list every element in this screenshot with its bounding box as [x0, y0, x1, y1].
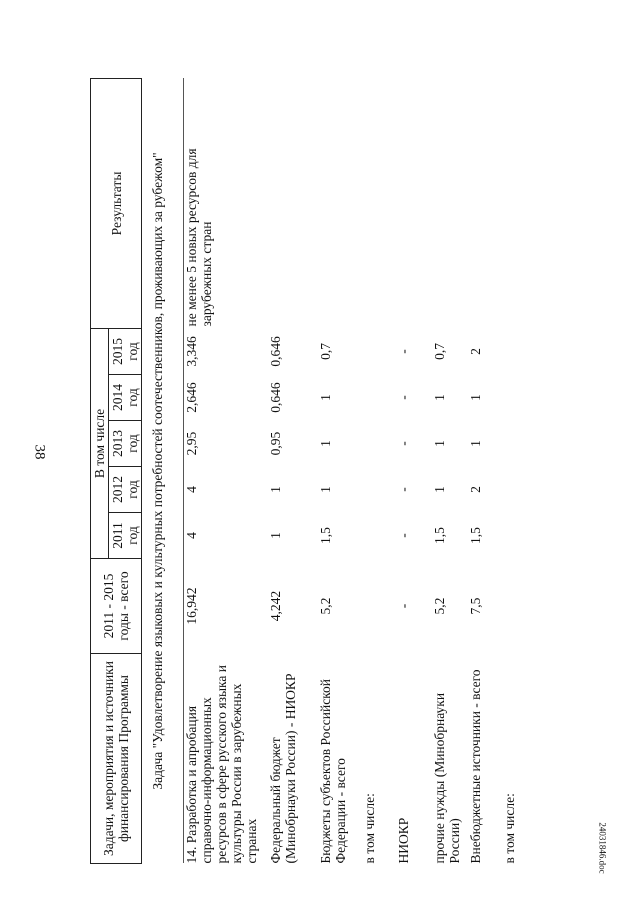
- cell-2011: 1: [267, 532, 283, 539]
- cell-2012: 1: [317, 486, 333, 493]
- header-task: Задачи, мероприятия и источники финансирования Программы: [91, 654, 142, 864]
- cell-2013: -: [395, 441, 411, 446]
- cell-total: [362, 559, 396, 654]
- cell-2015: 3,346: [184, 336, 199, 367]
- cell-2011: -: [395, 533, 411, 538]
- row-label: Федеральный бюджет (Минобрнауки России) - НИОКР: [267, 673, 298, 864]
- cell-2013: 1: [431, 440, 447, 447]
- cell-result: [468, 78, 502, 328]
- cell-result: [396, 78, 432, 328]
- cell-2012: -: [395, 487, 411, 492]
- table-row: [396, 78, 432, 863]
- task-title: Задача "Удовлетворение языковых и культурных потребностей соотечественников, проживающих за рубежом": [142, 78, 184, 863]
- row-label: Бюджеты субъектов Российской Федерации - всего: [317, 678, 348, 864]
- cell-2011: 1,5: [431, 527, 447, 544]
- cell-result: [502, 78, 532, 328]
- cell-2014: [362, 375, 396, 421]
- table-row: [362, 78, 396, 863]
- document-code: 24031846.doc: [597, 822, 608, 874]
- cell-2013: 2,95: [184, 431, 199, 456]
- cell-2012: 1: [431, 486, 447, 493]
- cell-2015: 0,7: [431, 343, 447, 360]
- cell-2015: 0,7: [317, 343, 333, 360]
- header-results: Результаты: [91, 78, 142, 328]
- rotated-table-container: [90, 79, 550, 864]
- cell-result: [432, 78, 468, 328]
- cell-2014: 2,646: [184, 382, 199, 413]
- cell-result: [318, 78, 362, 328]
- header-year-2015: 2015 год: [109, 328, 142, 374]
- cell-2014: [502, 375, 532, 421]
- cell-2012: [362, 467, 396, 513]
- row-label: 14. Разработка и апробация справочно-информационных ресурсов в сфере русского языка и культуры России в зарубежных странах: [184, 665, 259, 864]
- table-row: [468, 78, 502, 863]
- page-number: 38: [31, 444, 48, 460]
- cell-result: [362, 78, 396, 328]
- row-label: НИОКР: [395, 817, 411, 864]
- header-total: 2011 - 2015 годы - всего: [91, 559, 142, 654]
- row-label: Внебюджетные источники - всего: [467, 669, 483, 864]
- header-year-2012: 2012 год: [109, 467, 142, 513]
- table-row: [268, 78, 318, 863]
- cell-total: [502, 559, 532, 654]
- cell-total: 4,242: [267, 590, 283, 622]
- table-row: [502, 78, 532, 863]
- cell-2014: 1: [467, 394, 483, 401]
- cell-total: 7,5: [467, 597, 483, 615]
- cell-total: 5,2: [431, 597, 447, 615]
- table-row: [432, 78, 468, 863]
- header-year-2011: 2011 год: [109, 513, 142, 559]
- row-label: в том числе:: [501, 793, 517, 864]
- cell-2013: 1: [317, 440, 333, 447]
- header-year-2014: 2014 год: [109, 375, 142, 421]
- cell-result: [268, 78, 318, 328]
- cell-2011: [502, 513, 532, 559]
- cell-2012: 2: [467, 486, 483, 493]
- cell-2011: [362, 513, 396, 559]
- row-label: в том числе:: [361, 793, 377, 864]
- cell-2015: [502, 328, 532, 374]
- cell-2011: 1,5: [467, 527, 483, 544]
- table-row: [184, 78, 268, 863]
- cell-2011: 4: [184, 532, 199, 539]
- cell-2013: [502, 421, 532, 467]
- header-including: В том числе: [91, 328, 109, 558]
- cell-2012: [502, 467, 532, 513]
- header-year-2013: 2013 год: [109, 421, 142, 467]
- cell-2015: 0,646: [267, 336, 283, 367]
- cell-total: 16,942: [184, 587, 199, 625]
- cell-total: -: [395, 603, 411, 609]
- cell-2014: -: [395, 395, 411, 400]
- cell-2013: 0,95: [267, 431, 283, 456]
- cell-2015: 2: [467, 348, 483, 355]
- table-row: [318, 78, 362, 863]
- cell-result: не менее 5 новых ресурсов для зарубежных стран: [184, 148, 214, 327]
- cell-2015: [362, 328, 396, 374]
- cell-2011: 1,5: [317, 527, 333, 544]
- row-label: прочие нужды (Минобрнауки России): [431, 692, 462, 864]
- cell-2014: 0,646: [267, 382, 283, 413]
- cell-2012: 1: [267, 486, 283, 493]
- cell-2013: [362, 421, 396, 467]
- cell-2015: -: [395, 349, 411, 354]
- financing-table: [90, 78, 532, 864]
- cell-2014: 1: [317, 394, 333, 401]
- cell-total: 5,2: [317, 597, 333, 615]
- cell-2014: 1: [431, 394, 447, 401]
- cell-2013: 1: [467, 440, 483, 447]
- cell-2012: 4: [184, 486, 199, 493]
